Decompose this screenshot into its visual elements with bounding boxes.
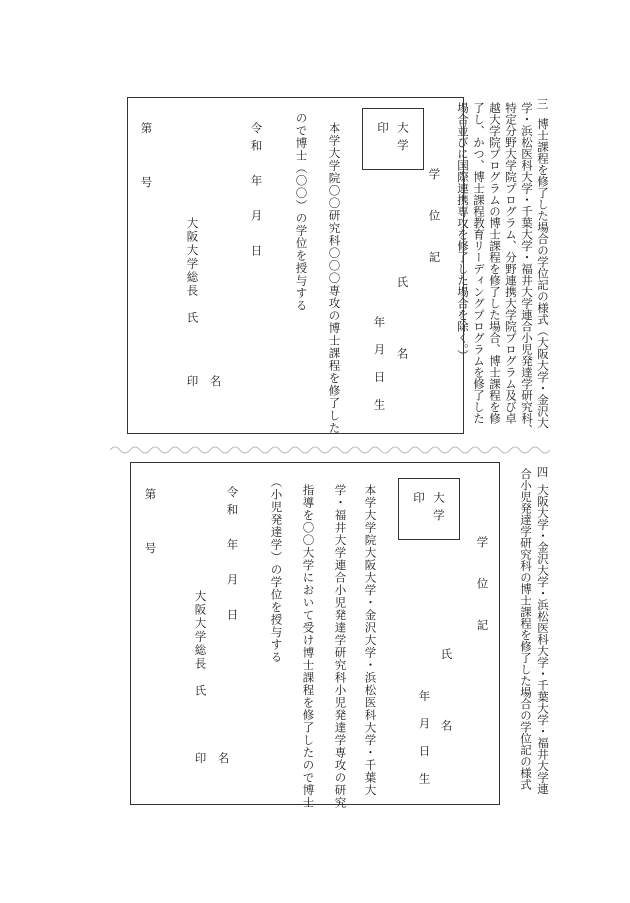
birthdate: 年月日生 xyxy=(372,316,387,426)
diploma-body-line: 本学大学院大阪大学・金沢大学・浜松医科大学・千葉大 xyxy=(363,484,378,797)
section3-caption-line: 越大学院プログラムの博士課程を修了した場合、博士課程を修 xyxy=(488,102,502,424)
recipient-name: 氏名 xyxy=(395,276,410,419)
section3-caption-line: 学・浜松医科大学・千葉大学・福井大学連合小児発達学研究科、 xyxy=(520,102,534,436)
president-seal-mark: 名 印 xyxy=(185,375,223,387)
birthdate: 年月日生 xyxy=(417,690,432,800)
diploma-body-line: ので博士（〇〇）の学位を授与する xyxy=(294,112,309,312)
section3-caption-line: 場合並びに国際連携専攻を修了した場合を除く。） xyxy=(456,102,470,361)
section-divider xyxy=(110,444,550,456)
president-seal-mark: 名 印 xyxy=(193,752,231,764)
university-seal xyxy=(362,108,424,170)
university-seal-text: 大学 印 xyxy=(412,491,446,527)
section4-number: 四 xyxy=(535,466,550,478)
university-seal-text: 大学 印 xyxy=(376,121,410,157)
diploma-title: 学位記 xyxy=(475,536,490,661)
section3-caption-line: 特定分野大学院プログラム、分野連携大学院プログラム及び卓 xyxy=(504,102,518,424)
section4-caption-line: 合小児発達学研究科の博士課程を修了した場合の学位記の様式 xyxy=(519,468,533,790)
section3-caption-line: 博士課程を修了した場合の学位記の様式（大阪大学・金沢大 xyxy=(536,118,550,429)
president-title: 大阪大学総長 氏 xyxy=(193,590,208,698)
diploma-number: 第 号 xyxy=(139,122,154,190)
diploma-title: 学位記 xyxy=(427,168,442,293)
diploma-number: 第 号 xyxy=(143,488,158,556)
president-title: 大阪大学総長 氏 xyxy=(185,217,200,325)
issue-date: 令和 年 月 日 xyxy=(225,486,240,626)
diploma-body-line: 学・福井大学連合小児発達学研究科小児発達学専攻の研究 xyxy=(333,484,348,809)
university-seal xyxy=(398,478,460,540)
diploma-body-line: （小児発達学）の学位を授与する xyxy=(269,476,284,664)
diploma-body-line: 本学大学院〇〇研究科〇〇〇専攻の博士課程を修了した xyxy=(327,122,342,435)
section3-number: 三 xyxy=(535,98,550,110)
section3-caption-line: 了し、かつ、博士課程教育リーディングプログラムを修了した xyxy=(472,102,486,424)
section4-caption-line: 大阪大学・金沢大学・浜松医科大学・千葉大学・福井大学連 xyxy=(536,484,550,795)
recipient-name: 氏名 xyxy=(439,648,454,791)
issue-date: 令和 年 月 日 xyxy=(249,122,264,262)
diploma-body-line: 指導を〇〇大学において受け博士課程を修了したので博士 xyxy=(301,484,316,809)
